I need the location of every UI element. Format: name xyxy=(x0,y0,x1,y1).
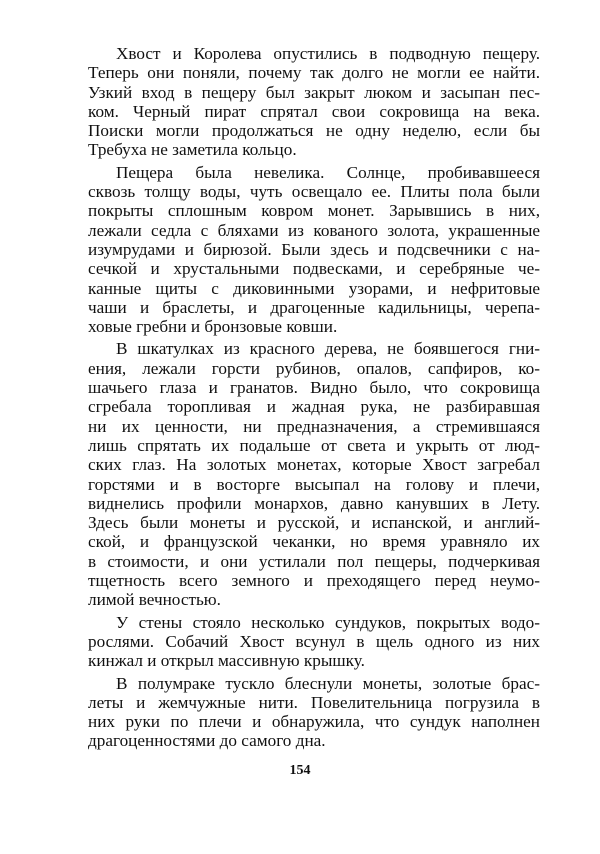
text-line: чаши и браслеты, и драгоценные кадильницы, черепа- xyxy=(88,297,540,317)
text-line: Поиски могли продолжаться не одну неделю, если бы xyxy=(88,121,540,141)
text-line: них руки по плечи и обнаружила, что сундук наполнен xyxy=(88,712,540,732)
text-line: драгоценностями до самого дна. xyxy=(88,731,326,751)
text-line: Узкий вход в пещеру был закрыт люком и засыпан пес- xyxy=(88,82,540,102)
text-line: виднелись профили монархов, давно канувших в Лету. xyxy=(88,493,540,513)
text-line: Здесь были монеты и русской, и испанской, и англий- xyxy=(88,513,540,533)
text-line: в стоимости, и они устилали пол пещеры, подчеркивая xyxy=(88,551,540,571)
paragraph xyxy=(88,44,540,160)
text-line: Теперь они поняли, почему так долго не могли ее найти. xyxy=(88,63,540,83)
text-line: В полумраке тускло блеснули монеты, золотые брас- xyxy=(116,673,540,693)
text-line: горстями и в восторге высыпал на голову и плечи, xyxy=(88,474,540,494)
text-line: кинжал и открыл массивную крышку. xyxy=(88,651,365,671)
text-line: сквозь толщу воды, чуть освещало ее. Плиты пола были xyxy=(88,182,540,202)
text-line: ения, лежали горсти рубинов, опалов, сапфиров, ко- xyxy=(88,358,540,378)
text-line: покрыты сплошным ковром монет. Зарывшись в них, xyxy=(88,201,540,221)
text-line: лишь спрятать их подальше от света и укрыть от люд- xyxy=(88,435,540,455)
text-line: ни их ценности, ни предназначения, а стремившаяся xyxy=(88,416,540,436)
text-line: ской, и французской чеканки, но время уравняло их xyxy=(88,532,540,552)
paragraph xyxy=(88,163,540,337)
paragraph xyxy=(88,674,540,751)
text-line: ком. Черный пират спрятал свои сокровища на века. xyxy=(88,101,540,121)
text-line: леты и жемчужные нити. Повелительница погрузила в xyxy=(88,692,540,712)
text-line: Требуха не заметила кольцо. xyxy=(88,140,297,160)
text-line: сечкой и хрустальными подвесками, и серебряные че- xyxy=(88,259,540,279)
text-line: Хвост и Королева опустились в подводную пещеру. xyxy=(116,44,540,63)
text-line: шачьего глаза и гранатов. Видно было, что сокровища xyxy=(88,378,540,398)
paragraph xyxy=(88,339,540,609)
text-line: Пещера была невелика. Солнце, пробивавшееся xyxy=(116,162,540,182)
text-line: ских глаз. На золотых монетах, которые Хвост загребал xyxy=(88,455,540,475)
text-line: ховые гребни и бронзовые ковши. xyxy=(88,317,338,337)
text-line: сгребала торопливая и жадная рука, не разбиравшая xyxy=(88,397,540,417)
text-line: В шкатулках из красного дерева, не боявшегося гни- xyxy=(116,339,540,359)
text-line: лимой вечностью. xyxy=(88,590,221,610)
text-line: рослями. Собачий Хвост всунул в щель одного из них xyxy=(88,631,540,651)
body-text xyxy=(88,44,540,754)
text-line: изумрудами и бирюзой. Были здесь и подсвечники с на- xyxy=(88,239,540,259)
text-line: лежали седла с бляхами из кованого золота, украшенные xyxy=(88,220,540,240)
text-line: канные щиты с диковинными узорами, и нефритовые xyxy=(88,278,540,298)
paragraph xyxy=(88,613,540,671)
text-line: У стены стояло несколько сундуков, покрытых водо- xyxy=(116,612,540,632)
page-number: 154 xyxy=(289,763,311,778)
text-line: тщетность всего земного и преходящего перед неумо- xyxy=(88,571,540,591)
